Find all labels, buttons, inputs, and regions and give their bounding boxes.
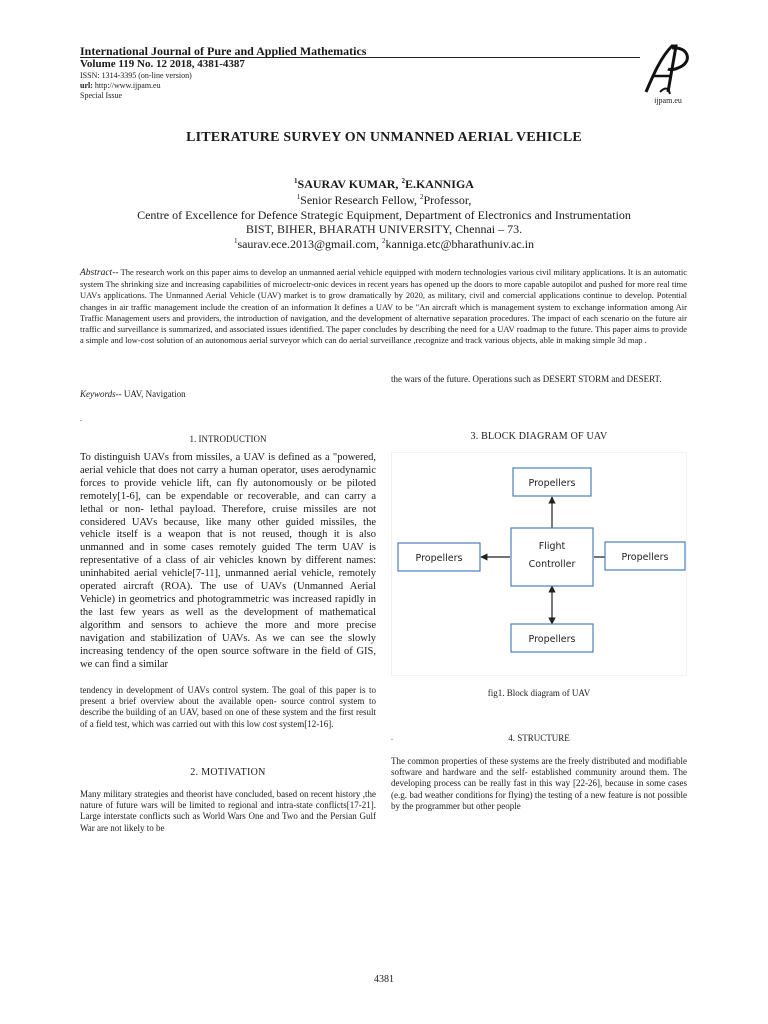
- author1: SAURAV KUMAR,: [297, 177, 402, 191]
- journal-title: International Journal of Pure and Applied Mathematics: [80, 44, 367, 58]
- figure-caption: fig1. Block diagram of UAV: [487, 688, 591, 698]
- label-controller-line2: Controller: [528, 559, 576, 570]
- author1-sup: 1: [294, 177, 298, 185]
- stray-dot: .: [80, 414, 82, 423]
- affiliation-department: Centre of Excellence for Defence Strategic Equipment, Department of Electronics and Instrumentation: [137, 208, 631, 222]
- label-controller-line1: Flight: [538, 541, 566, 552]
- email2-sup: 2: [382, 237, 386, 245]
- url-value: http://www.ijpam.eu: [92, 81, 161, 90]
- label-propellers-right: Propellers: [621, 552, 669, 563]
- email1: saurav.ece.2013@gmail.com,: [237, 237, 382, 251]
- label-propellers-bottom: Propellers: [528, 634, 576, 645]
- uav-block-diagram: [391, 452, 687, 676]
- affiliation-roles: [0, 193, 768, 208]
- abstract: [80, 267, 687, 346]
- introduction-paragraph-2: tendency in development of UAVs control system. The goal of this paper is to present a brief overview about the available open- source control system to describe the building of an UAV, based on one of these system and the first result of a field test, which was carried out with this low cost system[12-16].: [80, 685, 376, 729]
- abstract-text: The research work on this paper aims to develop an unmanned aerial vehicle equipped with modern technologies various civil military applications. It is an automatic system The shrinking size and increasing capabilities of microelectr-onic devices in recent years has opened up the doors to more capable autopilot and pushed for more real time UAVs applications. The Unmanned Aerial Vehicle (UAV) market is to grow dramatically by 2020, as military, civil and comercial applications continue to develop. Potential changes in air traffic management include the creation of an information It defines a UAV to be "An aircraft which is management system to exchange information among Air Traffic Management users and providers, the introduction of navigation, and the development of alternative separation procedures. The impact of each scenario on the future air traffic and surveillance is summarized, and associated issues identified. The paper concludes by describing the need for a UAV roadmap to the future. This paper aims to provide a simple and low-cost solution of an autonomous aerial surveyor which can do aerial surveillance ,recognize and track various objects, able in making simple 3d map .: [80, 267, 687, 346]
- journal-issn: ISSN: 1314-3395 (on-line version): [80, 71, 192, 80]
- authors: [0, 177, 768, 192]
- affiliation-university: BIST, BIHER, BHARATH UNIVERSITY, Chennai – 73.: [245, 222, 523, 236]
- keywords: [80, 389, 186, 399]
- motivation-paragraph: Many military strategies and theorist have concluded, based on recent history ,the nature of future wars will be limited to regional and intra-state conflicts[17-21]. Large interstate conflicts such as World Wars One and Two and the Persian Gulf War are not likely to be: [80, 789, 376, 833]
- journal-special-issue: Special Issue: [80, 91, 122, 100]
- author2: E.KANNIGA: [404, 177, 474, 191]
- affiliation-emails: [0, 237, 768, 252]
- role1: Senior Research Fellow,: [300, 193, 420, 207]
- email2: kanniga.etc@bharathuniv.ac.in: [385, 237, 535, 251]
- box-flight-controller: [511, 528, 593, 586]
- section-1-heading: 1. INTRODUCTION: [189, 434, 267, 444]
- section-3-heading: 3. BLOCK DIAGRAM OF UAV: [470, 431, 608, 442]
- paper-title: LITERATURE SURVEY ON UNMANNED AERIAL VEHICLE: [186, 130, 582, 145]
- logo-url: ijpam.eu: [654, 96, 682, 105]
- structure-paragraph: The common properties of these systems are the freely distributed and modifiable software and hardware and the self- established community around them. The developing process can be really fast in this way [22-26], because in some cases (e.g. bad weather conditions for flying) the testing of a new feature is not possible by the programmer but other people: [391, 756, 687, 811]
- role1-sup: 1: [296, 193, 301, 201]
- label-propellers-left: Propellers: [415, 553, 463, 564]
- stray-dot-right: .: [391, 733, 393, 742]
- journal-url: [80, 81, 161, 90]
- motivation-continued: the wars of the future. Operations such as DESERT STORM and DESERT.: [391, 374, 662, 384]
- introduction-paragraph-1: To distinguish UAVs from missiles, a UAV is defined as a "powered, aerial vehicle that does not carry a human operator, uses aerodynamic forces to provide vehicle lift, can fly autonomously or be piloted remotely[1-6], can be expendable or recoverable, and can carry a lethal or non- lethal payload. Therefore, cruise missiles are not considered UAVs because, like many other guided missiles, the vehicle itself is a weapon that is not reused, though it is also unmanned and in some cases remotely guided The term UAV is representative of a class of air vehicles known by different names: uninhabited aerial vehicle[7-11], unmanned aerial vehicle, remotely operated aircraft (ROA). The use of UAVs (Unmanned Aerial Vehicle) in geometrics and photogrammetric was increased rapidly in the last few years as well as the development of mathematical algorithm and sensors to achieve the more and more precise navigation and stabilization of UAVs. As we can see the slowly increasing tendency of the open source software in the field of GIS, we can find a similar: [80, 452, 376, 670]
- url-label: url:: [80, 81, 93, 90]
- page-number: 4381: [374, 974, 394, 985]
- email1-sup: 1: [233, 237, 238, 245]
- keywords-label: Keywords--: [80, 389, 122, 399]
- role2-sup: 2: [420, 193, 424, 201]
- author2-sup: 2: [401, 177, 405, 185]
- abstract-label: Abstract--: [80, 268, 119, 278]
- section-4-heading: 4. STRUCTURE: [508, 733, 570, 743]
- label-propellers-top: Propellers: [528, 478, 576, 489]
- role2: Professor,: [423, 193, 472, 207]
- section-2-heading: 2. MOTIVATION: [190, 767, 266, 778]
- keywords-text: UAV, Navigation: [121, 389, 186, 399]
- journal-volume: Volume 119 No. 12 2018, 4381-4387: [80, 58, 245, 70]
